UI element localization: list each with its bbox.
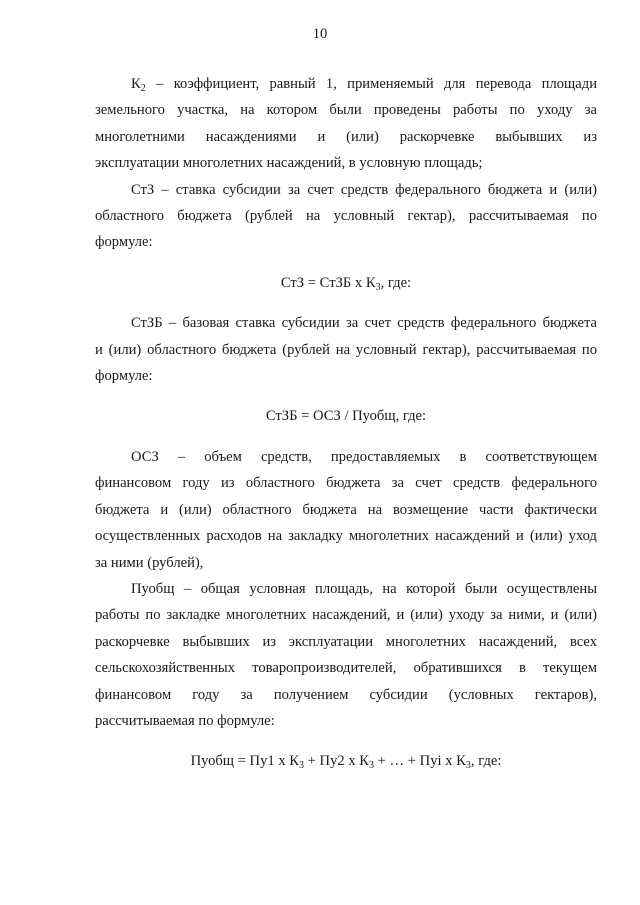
paragraph-line: работы по закладке многолетних насаждений, и (или) уходу за ними, и (или) bbox=[95, 607, 597, 624]
paragraph-stzb bbox=[95, 310, 597, 389]
paragraph-line: эксплуатации многолетних насаждений, в условную площадь; bbox=[95, 155, 483, 172]
paragraph-line: $К_2$ – коэффициент, равный 1, применяемый для перевода площади bbox=[131, 76, 598, 94]
paragraph-line: за ними (рублей), bbox=[95, 554, 204, 571]
paragraph-osz bbox=[95, 444, 597, 576]
paragraph-line: земельного участка, на котором были проведены работы по уходу за bbox=[95, 102, 597, 119]
paragraph-line: рассчитываемая по формуле: bbox=[95, 712, 275, 729]
formula-stz: СтЗ = СтЗБ х $К_3$, где: bbox=[280, 274, 412, 293]
paragraph-line: формуле: bbox=[95, 368, 153, 385]
k-subscript: 2 bbox=[140, 83, 146, 94]
document-body bbox=[95, 71, 597, 775]
paragraph-k2 bbox=[95, 71, 597, 177]
formula-puobsh: Пуобщ = Пу1 х $К_3 + Пу2$ х $К_3$ + … + Пуi х $К_3$, где: bbox=[190, 753, 502, 772]
paragraph-stz bbox=[95, 177, 597, 256]
paragraph-line: осуществленных расходов на закладку многолетних насаждений и (или) уход bbox=[95, 528, 597, 545]
dash: – bbox=[145, 76, 174, 92]
page-number: 10 bbox=[312, 26, 328, 42]
paragraph-line: сельскохозяйственных товаропроизводителей, обратившихся в текущем bbox=[95, 660, 597, 677]
paragraph-line: областного бюджета (рублей на условный гектар), рассчитываемая по bbox=[95, 208, 597, 225]
k-symbol: К bbox=[131, 76, 141, 92]
formula-stzb: СтЗБ = ОСЗ / Пуобщ, где: bbox=[265, 408, 427, 425]
paragraph-line: финансовом году из областного бюджета за счет средств федерального bbox=[95, 475, 597, 492]
paragraph-line: формуле: bbox=[95, 234, 153, 251]
paragraph-line: бюджета и (или) областного бюджета на возмещение части фактически bbox=[95, 501, 597, 518]
paragraph-line: СтЗБ – базовая ставка субсидии за счет средств федерального бюджета bbox=[131, 315, 597, 332]
paragraph-line: ОСЗ – объем средств, предоставляемых в соответствующем bbox=[131, 448, 597, 465]
paragraph-line: многолетними насаждениями и (или) раскорчевке выбывших из bbox=[95, 128, 597, 145]
paragraph-line: раскорчевке выбывших из эксплуатации многолетних насаждений, всех bbox=[95, 633, 597, 650]
paragraph-puobsh bbox=[95, 576, 597, 734]
paragraph-line: Пуобщ – общая условная площадь, на которой были осуществлены bbox=[131, 580, 597, 597]
paragraph-line: СтЗ – ставка субсидии за счет средств федерального бюджета и (или) bbox=[131, 181, 597, 198]
paragraph-line: финансовом году за получением субсидии (условных гектаров), bbox=[95, 686, 597, 703]
paragraph-line: и (или) областного бюджета (рублей на условный гектар), рассчитываемая по bbox=[95, 341, 597, 358]
